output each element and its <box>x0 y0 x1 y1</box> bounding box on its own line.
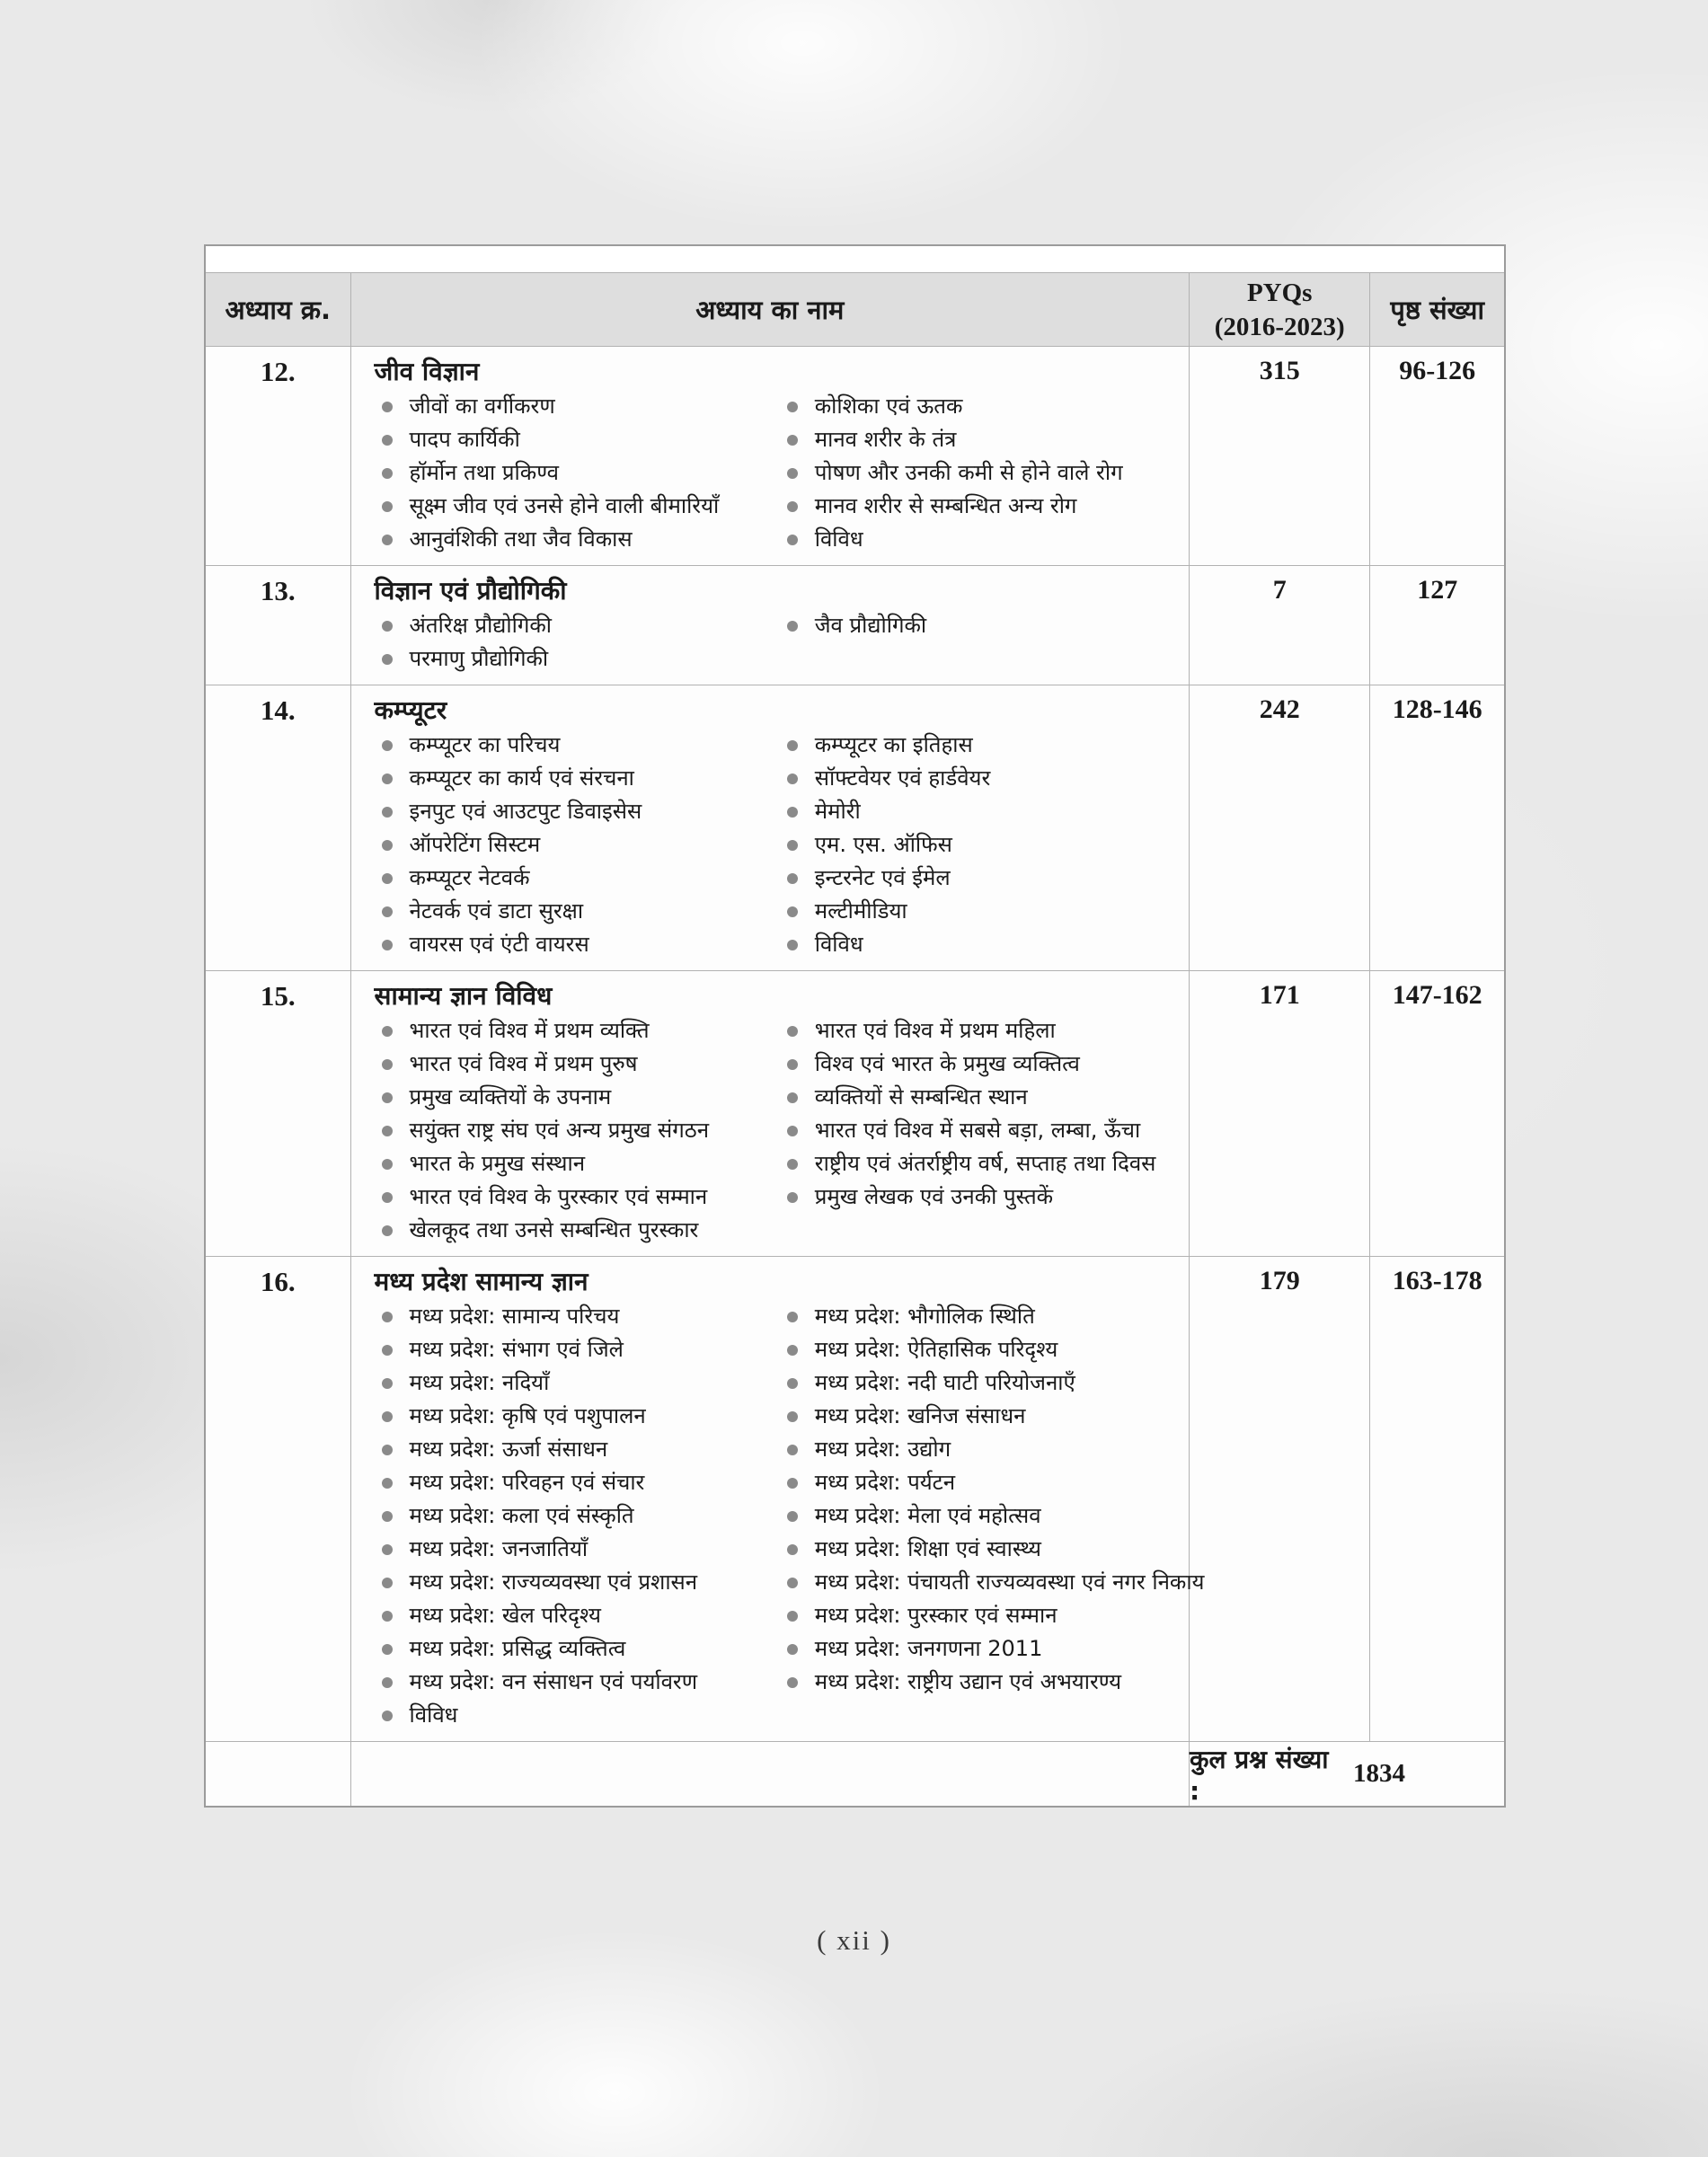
header-page-no <box>1370 273 1504 347</box>
bullet-icon <box>787 1677 798 1688</box>
topic-item <box>780 1499 1205 1533</box>
topic-label: मध्य प्रदेश: नदी घाटी परियोजनाएँ <box>814 1370 1075 1395</box>
topic-item <box>375 928 780 961</box>
topic-label: प्रमुख लेखक एवं उनकी पुस्तकें <box>814 1184 1054 1209</box>
topic-item <box>375 1632 780 1666</box>
topic-item <box>375 1666 780 1699</box>
topic-item <box>375 862 780 895</box>
bullet-icon <box>382 1026 393 1037</box>
bullet-icon <box>787 940 798 950</box>
topic-label: इनपुट एवं आउटपुट डिवाइसेस <box>409 799 642 824</box>
topic-item <box>375 523 780 556</box>
topic-label: मध्य प्रदेश: खनिज संसाधन <box>814 1403 1026 1428</box>
topic-label: विविध <box>409 1702 458 1728</box>
chapter-name-cell <box>351 566 1190 685</box>
topic-label: मध्य प्रदेश: मेला एवं महोत्सव <box>814 1503 1041 1528</box>
topic-item <box>780 729 1185 762</box>
topic-label: विश्व एवं भारत के प्रमुख व्यक्तित्व <box>814 1051 1080 1076</box>
bullet-icon <box>382 1611 393 1622</box>
bullet-icon <box>382 402 393 412</box>
chapter-title: सामान्य ज्ञान विविध <box>374 981 553 1011</box>
topic-item <box>780 1632 1205 1666</box>
topic-label: परमाणु प्रौद्योगिकी <box>409 646 549 671</box>
topic-item <box>780 1014 1185 1048</box>
pyq-count: 7 <box>1190 566 1370 685</box>
topic-label: सयुंक्त राष्ट्र संघ एवं अन्य प्रमुख संगठन <box>409 1118 710 1143</box>
bullet-icon <box>787 906 798 917</box>
chapter-number: 12. <box>206 347 351 566</box>
topic-item <box>375 423 780 456</box>
topic-item <box>375 828 780 862</box>
topic-label: विविध <box>814 526 863 552</box>
topic-label: जैव प्रौद्योगिकी <box>814 613 927 638</box>
topics-column-right <box>780 609 1185 642</box>
topic-item <box>780 1366 1205 1400</box>
topic-item <box>375 1599 780 1632</box>
bullet-icon <box>787 807 798 818</box>
bullet-icon <box>787 1159 798 1170</box>
topic-item <box>375 895 780 928</box>
chapter-topics <box>375 729 1185 961</box>
topic-label: भारत के प्रमुख संस्थान <box>409 1151 586 1176</box>
bullet-icon <box>787 1312 798 1322</box>
bullet-icon <box>382 1345 393 1356</box>
topics-column-right <box>780 1014 1185 1214</box>
topic-item <box>375 1333 780 1366</box>
topic-item <box>780 1081 1185 1114</box>
topic-item <box>780 1114 1185 1147</box>
header-page-no-label: पृष्ठ संख्या <box>1390 294 1484 325</box>
topic-item <box>780 795 1185 828</box>
bullet-icon <box>382 435 393 446</box>
bullet-icon <box>382 468 393 479</box>
bullet-icon <box>787 621 798 632</box>
topic-item <box>780 762 1185 795</box>
bullet-icon <box>787 1511 798 1522</box>
topic-label: पादप कार्यिकी <box>409 427 520 452</box>
topic-item <box>780 1048 1185 1081</box>
topics-column-left <box>375 390 780 556</box>
topic-item <box>780 490 1185 523</box>
bullet-icon <box>382 1192 393 1203</box>
topic-item <box>780 928 1185 961</box>
chapter-topics <box>375 390 1185 556</box>
header-pyqs-line2: (2016-2023) <box>1214 312 1345 341</box>
bullet-icon <box>382 1126 393 1136</box>
topics-column-left <box>375 1300 780 1732</box>
topic-item <box>375 1533 780 1566</box>
topic-label: आनुवंशिकी तथा जैव विकास <box>409 526 633 552</box>
chapter-name-cell <box>351 685 1190 971</box>
topic-item <box>780 862 1185 895</box>
topic-item <box>375 1114 780 1147</box>
topic-label: सूक्ष्म जीव एवं उनसे होने वाली बीमारियाँ <box>409 493 720 518</box>
bullet-icon <box>787 1092 798 1103</box>
topic-item <box>375 1566 780 1599</box>
topic-item <box>780 423 1185 456</box>
topic-item <box>375 729 780 762</box>
bullet-icon <box>787 1026 798 1037</box>
bullet-icon <box>787 535 798 545</box>
topic-item <box>780 895 1185 928</box>
header-chapter-name-label: अध्याय का नाम <box>695 294 845 325</box>
topics-column-right <box>780 1300 1205 1699</box>
topic-item <box>780 828 1185 862</box>
bullet-icon <box>787 435 798 446</box>
topic-label: वायरस एवं एंटी वायरस <box>409 932 589 957</box>
bullet-icon <box>382 501 393 512</box>
chapter-number: 13. <box>206 566 351 685</box>
page-range: 128-146 <box>1370 685 1504 971</box>
topic-label: मध्य प्रदेश: कृषि एवं पशुपालन <box>409 1403 646 1428</box>
chapter-name-cell <box>351 971 1190 1257</box>
topic-item <box>375 1180 780 1214</box>
topic-item <box>375 609 780 642</box>
bullet-icon <box>787 873 798 884</box>
topic-label: मल्टीमीडिया <box>814 898 907 924</box>
bullet-icon <box>382 906 393 917</box>
bullet-icon <box>382 1711 393 1721</box>
chapter-name-cell <box>351 347 1190 566</box>
bullet-icon <box>382 1677 393 1688</box>
topics-column-left <box>375 729 780 961</box>
bullet-icon <box>382 1411 393 1422</box>
chapter-number: 16. <box>206 1257 351 1742</box>
bullet-icon <box>787 1378 798 1389</box>
topic-label: भारत एवं विश्व के पुरस्कार एवं सम्मान <box>409 1184 708 1209</box>
topic-label: मध्य प्रदेश: राज्यव्यवस्था एवं प्रशासन <box>409 1569 698 1595</box>
topic-item <box>375 1048 780 1081</box>
topic-item <box>375 1433 780 1466</box>
pyq-count: 179 <box>1190 1257 1370 1742</box>
topic-label: मध्य प्रदेश: परिवहन एवं संचार <box>409 1470 645 1495</box>
bullet-icon <box>382 1092 393 1103</box>
topic-label: भारत एवं विश्व में प्रथम व्यक्ति <box>409 1018 650 1043</box>
topic-item <box>375 1499 780 1533</box>
bullet-icon <box>382 1578 393 1588</box>
topic-label: मध्य प्रदेश: सामान्य परिचय <box>409 1304 620 1329</box>
topic-label: जीवों का वर्गीकरण <box>409 393 555 419</box>
bullet-icon <box>787 1644 798 1655</box>
topic-label: हॉर्मोन तथा प्रकिण्व <box>409 460 559 485</box>
topic-label: इन्टरनेट एवं ईमेल <box>814 865 951 890</box>
chapter-number: 14. <box>206 685 351 971</box>
chapter-title: विज्ञान एवं प्रौद्योगिकी <box>374 576 567 606</box>
total-questions-label: कुल प्रश्न संख्या : <box>1189 1745 1329 1806</box>
topic-label: मेमोरी <box>814 799 861 824</box>
topic-label: भारत एवं विश्व में प्रथम महिला <box>814 1018 1056 1043</box>
bullet-icon <box>382 1159 393 1170</box>
header-chapter-no-label: अध्याय क्र. <box>225 294 332 325</box>
bullet-icon <box>382 1478 393 1489</box>
topic-item <box>375 1214 780 1247</box>
pyq-count: 242 <box>1190 685 1370 971</box>
topic-item <box>375 795 780 828</box>
topic-label: व्यक्तियों से सम्बन्धित स्थान <box>814 1084 1028 1109</box>
topic-label: मानव शरीर के तंत्र <box>814 427 957 452</box>
chapter-number: 15. <box>206 971 351 1257</box>
topic-label: सॉफ्टवेयर एवं हार्डवेयर <box>814 765 991 791</box>
bullet-icon <box>382 807 393 818</box>
topic-label: मध्य प्रदेश: जनजातियाँ <box>409 1536 589 1561</box>
toc-table <box>204 244 1506 1808</box>
topic-item <box>780 1466 1205 1499</box>
bullet-icon <box>382 940 393 950</box>
topic-item <box>780 456 1185 490</box>
topic-label: मध्य प्रदेश: पर्यटन <box>814 1470 956 1495</box>
topic-label: मध्य प्रदेश: पुरस्कार एवं सम्मान <box>814 1603 1058 1628</box>
topic-label: भारत एवं विश्व में प्रथम पुरुष <box>409 1051 638 1076</box>
topic-label: कम्प्यूटर का कार्य एवं संरचना <box>409 765 634 791</box>
topic-item <box>780 1599 1205 1632</box>
topics-column-right <box>780 729 1185 961</box>
bullet-icon <box>787 1126 798 1136</box>
bullet-icon <box>787 402 798 412</box>
bullet-icon <box>382 654 393 665</box>
page-number-footer: ( xii ) <box>817 1924 891 1956</box>
topic-label: कोशिका एवं ऊतक <box>814 393 963 419</box>
topic-item <box>375 456 780 490</box>
topics-column-right <box>780 390 1185 556</box>
total-row-empty-name <box>351 1742 1190 1806</box>
bullet-icon <box>787 1411 798 1422</box>
bullet-icon <box>382 873 393 884</box>
bullet-icon <box>382 1059 393 1070</box>
total-questions <box>1190 1742 1504 1806</box>
topic-item <box>375 762 780 795</box>
topic-item <box>375 1014 780 1048</box>
bullet-icon <box>382 535 393 545</box>
bullet-icon <box>382 1511 393 1522</box>
table-top-spacer <box>206 246 1504 273</box>
topic-item <box>780 1433 1205 1466</box>
topic-label: मानव शरीर से सम्बन्धित अन्य रोग <box>814 493 1077 518</box>
topic-label: राष्ट्रीय एवं अंतर्राष्ट्रीय वर्ष, सप्ताह तथा दिवस <box>814 1151 1156 1176</box>
topic-item <box>375 490 780 523</box>
topic-label: मध्य प्रदेश: कला एवं संस्कृति <box>409 1503 634 1528</box>
page-range: 127 <box>1370 566 1504 685</box>
bullet-icon <box>382 1544 393 1555</box>
topics-column-left <box>375 609 780 676</box>
topic-item <box>780 609 1185 642</box>
topic-item <box>375 1366 780 1400</box>
topic-label: एम. एस. ऑफिस <box>814 832 952 857</box>
header-pyqs-line1: PYQs <box>1246 278 1313 307</box>
bullet-icon <box>787 501 798 512</box>
total-questions-value: 1834 <box>1352 1759 1405 1788</box>
topic-item <box>780 1566 1205 1599</box>
topic-label: मध्य प्रदेश: ऐतिहासिक परिदृश्य <box>814 1337 1058 1362</box>
bullet-icon <box>787 1345 798 1356</box>
chapter-title: कम्प्यूटर <box>374 695 447 725</box>
chapter-title: जीव विज्ञान <box>374 357 480 386</box>
topic-item <box>780 1180 1185 1214</box>
topic-label: मध्य प्रदेश: जनगणना 2011 <box>814 1636 1043 1661</box>
bullet-icon <box>382 1225 393 1236</box>
topic-label: मध्य प्रदेश: प्रसिद्ध व्यक्तित्व <box>409 1636 626 1661</box>
topic-label: खेलकूद तथा उनसे सम्बन्धित पुरस्कार <box>409 1217 699 1242</box>
bullet-icon <box>382 840 393 851</box>
chapter-title: मध्य प्रदेश सामान्य ज्ञान <box>374 1267 589 1296</box>
topic-label: कम्प्यूटर का इतिहास <box>814 732 973 757</box>
topic-label: अंतरिक्ष प्रौद्योगिकी <box>409 613 553 638</box>
bullet-icon <box>382 621 393 632</box>
topic-item <box>780 1300 1205 1333</box>
bullet-icon <box>787 774 798 784</box>
topic-label: मध्य प्रदेश: वन संसाधन एवं पर्यावरण <box>409 1669 698 1694</box>
chapter-name-cell <box>351 1257 1205 1742</box>
topic-label: पोषण और उनकी कमी से होने वाले रोग <box>814 460 1123 485</box>
bullet-icon <box>382 774 393 784</box>
topic-label: नेटवर्क एवं डाटा सुरक्षा <box>409 898 584 924</box>
bullet-icon <box>787 740 798 751</box>
topic-label: विविध <box>814 932 863 957</box>
topic-label: कम्प्यूटर नेटवर्क <box>409 865 530 890</box>
bullet-icon <box>787 468 798 479</box>
topic-item <box>375 1300 780 1333</box>
topic-label: मध्य प्रदेश: नदियाँ <box>409 1370 550 1395</box>
chapter-topics <box>375 609 1185 676</box>
topic-label: ऑपरेटिंग सिस्टम <box>409 832 541 857</box>
total-row-empty-no <box>206 1742 351 1806</box>
topics-column-left <box>375 1014 780 1247</box>
bullet-icon <box>382 1644 393 1655</box>
page-range: 96-126 <box>1370 347 1504 566</box>
header-chapter-name <box>351 273 1190 347</box>
topic-label: भारत एवं विश्व में सबसे बड़ा, लम्बा, ऊँचा <box>814 1118 1141 1143</box>
pyq-count: 171 <box>1190 971 1370 1257</box>
bullet-icon <box>787 1578 798 1588</box>
topic-item <box>375 1699 780 1732</box>
pyq-count: 315 <box>1190 347 1370 566</box>
bullet-icon <box>382 1378 393 1389</box>
topic-label: कम्प्यूटर का परिचय <box>409 732 561 757</box>
bullet-icon <box>787 1192 798 1203</box>
topic-label: मध्य प्रदेश: भौगोलिक स्थिति <box>814 1304 1035 1329</box>
bullet-icon <box>787 1478 798 1489</box>
page-range: 163-178 <box>1370 1257 1504 1742</box>
topic-item <box>780 1666 1205 1699</box>
topic-item <box>375 1466 780 1499</box>
topic-label: मध्य प्रदेश: पंचायती राज्यव्यवस्था एवं नगर निकाय <box>814 1569 1205 1595</box>
topic-item <box>780 1333 1205 1366</box>
topic-item <box>780 390 1185 423</box>
topic-item <box>780 1147 1185 1180</box>
header-pyqs <box>1190 273 1370 347</box>
bullet-icon <box>382 1445 393 1455</box>
topic-label: मध्य प्रदेश: शिक्षा एवं स्वास्थ्य <box>814 1536 1041 1561</box>
bullet-icon <box>787 1059 798 1070</box>
topic-label: मध्य प्रदेश: संभाग एवं जिले <box>409 1337 624 1362</box>
topic-label: प्रमुख व्यक्तियों के उपनाम <box>409 1084 612 1109</box>
chapter-topics <box>375 1014 1185 1247</box>
topic-item <box>375 390 780 423</box>
topic-item <box>375 1400 780 1433</box>
page-range: 147-162 <box>1370 971 1504 1257</box>
bullet-icon <box>382 1312 393 1322</box>
topic-item <box>780 1400 1205 1433</box>
bullet-icon <box>787 1445 798 1455</box>
bullet-icon <box>382 740 393 751</box>
topic-item <box>375 1147 780 1180</box>
topic-label: मध्य प्रदेश: खेल परिदृश्य <box>409 1603 601 1628</box>
bullet-icon <box>787 1544 798 1555</box>
topic-item <box>780 1533 1205 1566</box>
chapter-topics <box>375 1300 1205 1732</box>
bullet-icon <box>787 840 798 851</box>
topic-label: मध्य प्रदेश: राष्ट्रीय उद्यान एवं अभयारण्य <box>814 1669 1122 1694</box>
topic-label: मध्य प्रदेश: ऊर्जा संसाधन <box>409 1437 608 1462</box>
header-chapter-no <box>206 273 351 347</box>
topic-label: मध्य प्रदेश: उद्योग <box>814 1437 951 1462</box>
topic-item <box>375 1081 780 1114</box>
topic-item <box>780 523 1185 556</box>
bullet-icon <box>787 1611 798 1622</box>
topic-item <box>375 642 780 676</box>
